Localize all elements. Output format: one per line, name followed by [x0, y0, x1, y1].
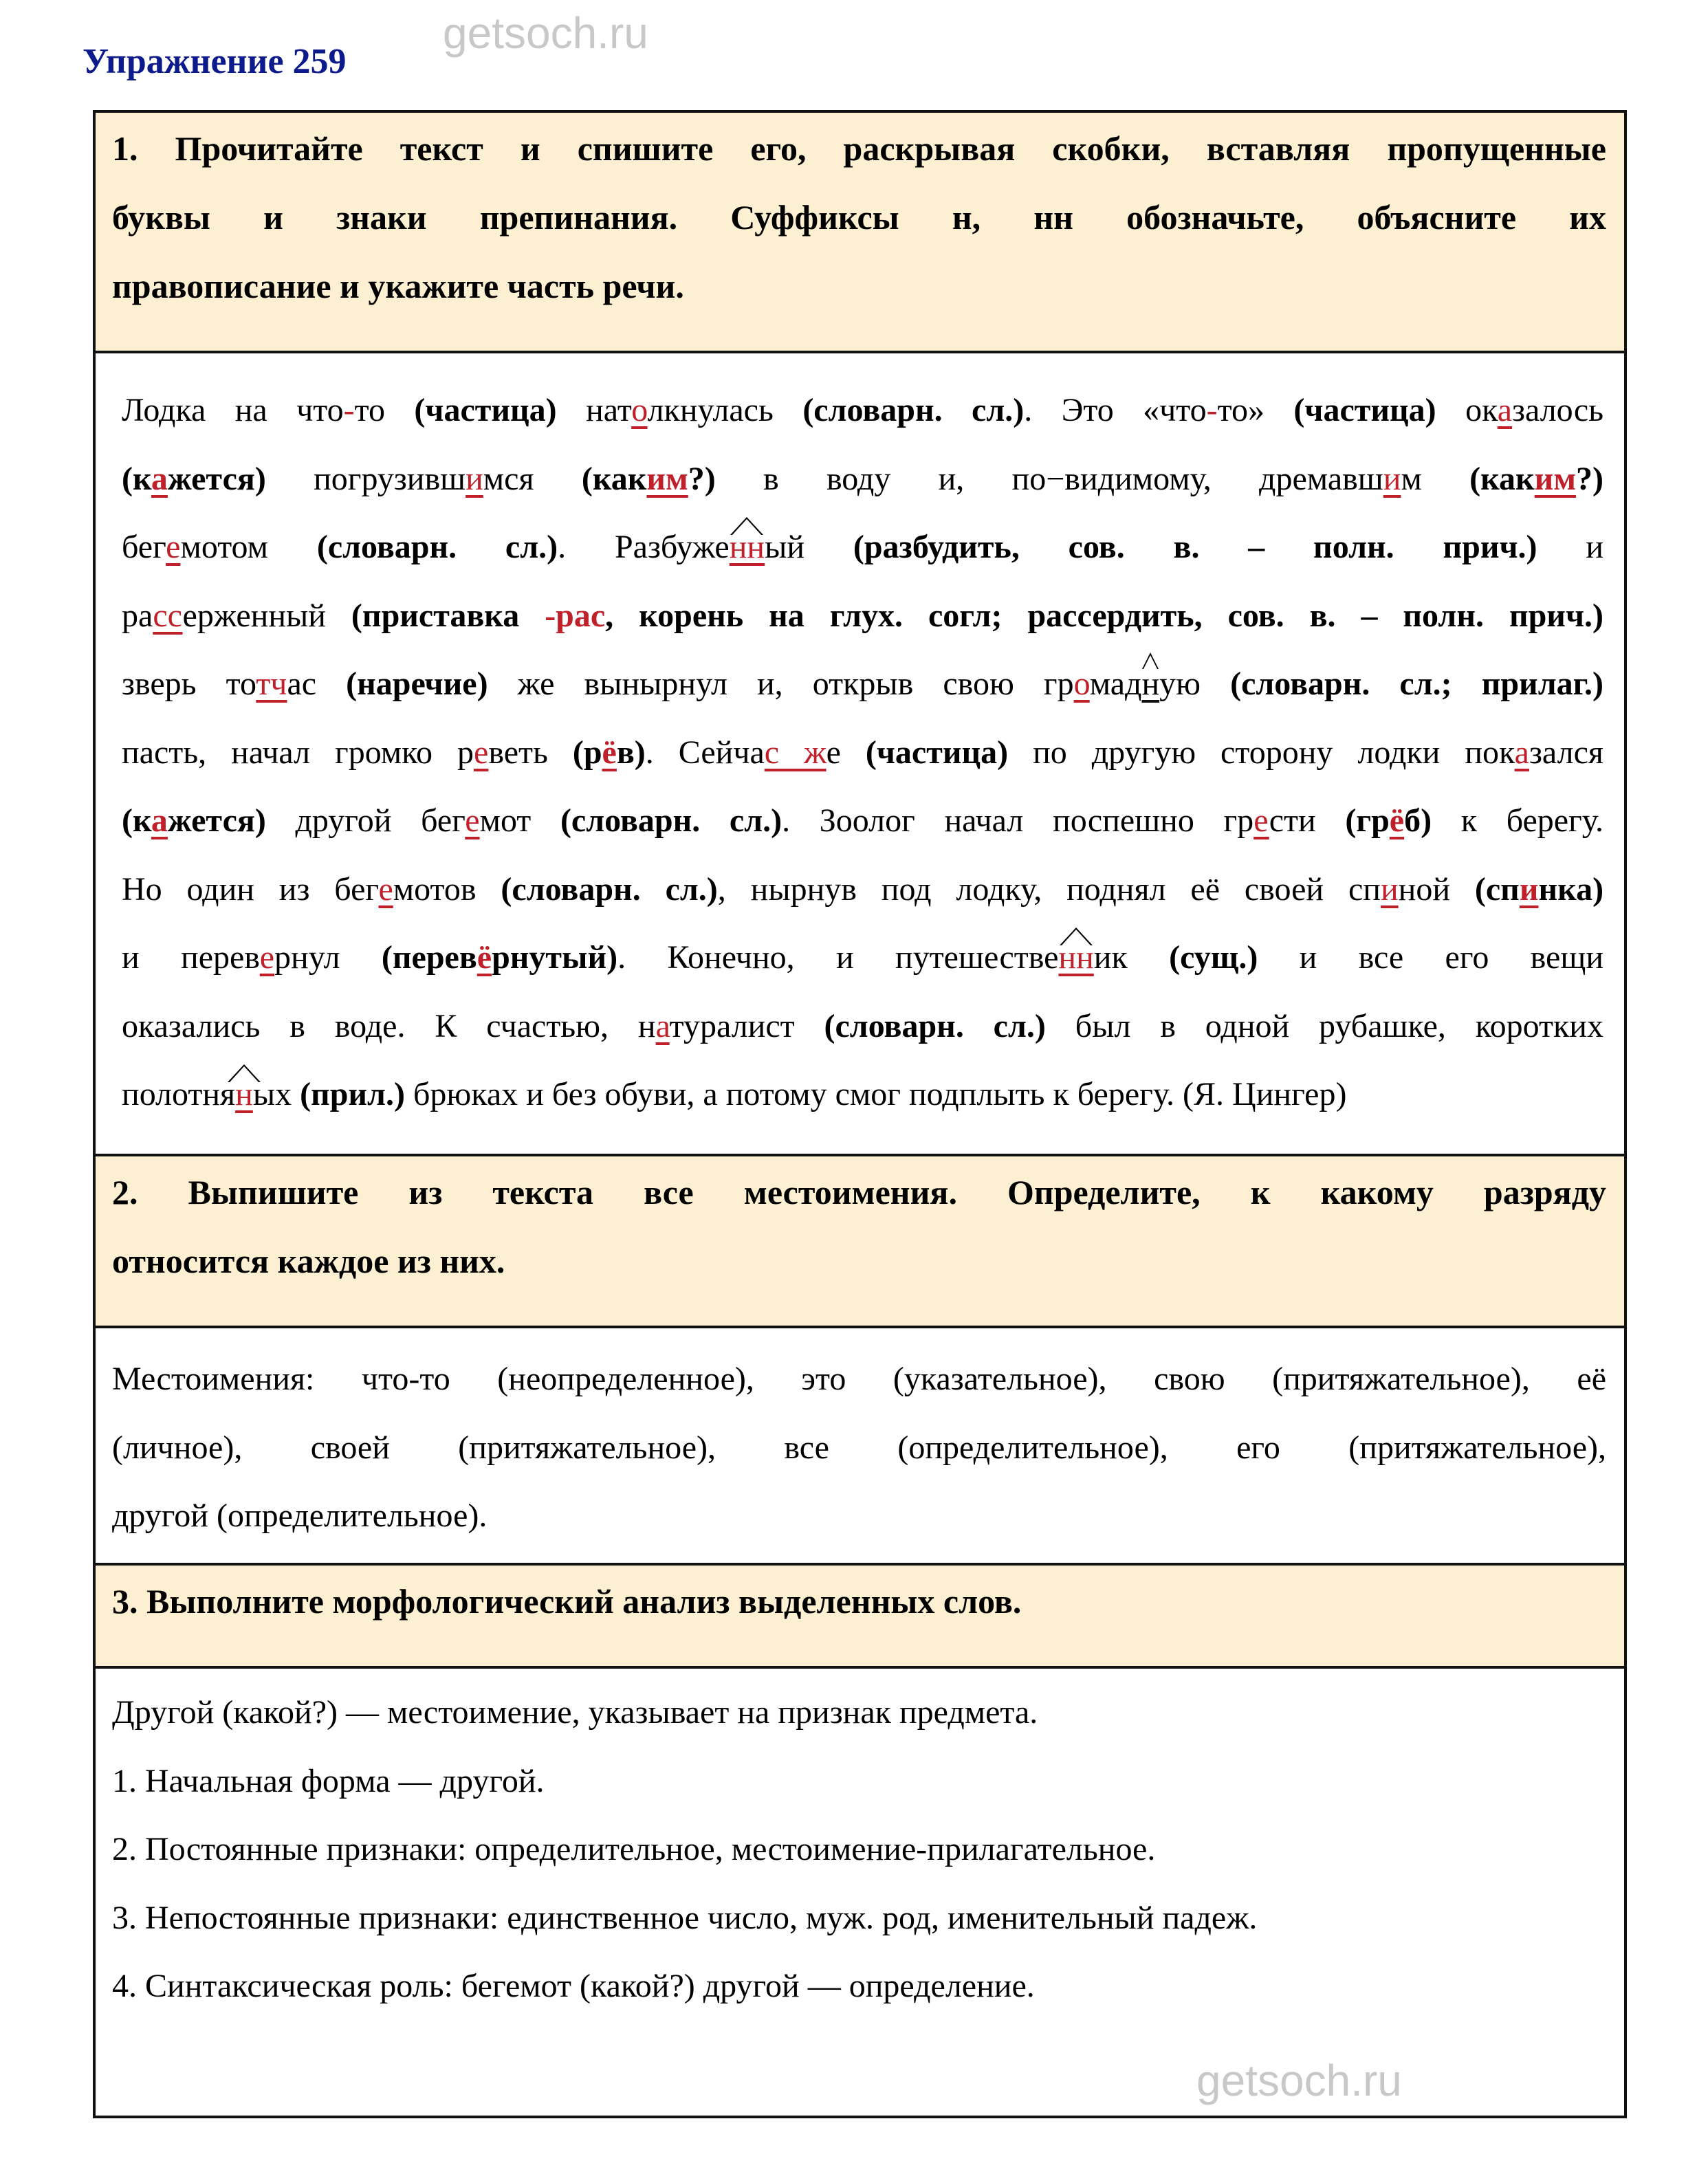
task2-header-line: 2. Выпишите из текста все местоимения. Определите, к какому разряду	[112, 1173, 1606, 1211]
watermark: getsoch.ru	[443, 8, 648, 58]
highlighted-letter: е	[474, 734, 489, 771]
task1-header-line: буквы и знаки препинания. Суффиксы н, нн обозначьте, объясните их	[112, 198, 1606, 237]
task1-header	[96, 113, 1624, 353]
text-line: Лодка на что-то (частица) натолкнулась (словарн. сл.). Это «что-то» (частица) оказалось	[122, 392, 1603, 428]
answer-line: 1. Начальная форма — другой.	[112, 1762, 545, 1799]
highlighted-letter: а	[1514, 734, 1529, 771]
text-line: бегемотом (словарн. сл.). Разбуженный (разбудить, сов. в. – полн. прич.) и	[122, 513, 1603, 582]
suffix-n-highlight: н	[1141, 650, 1159, 718]
answer-line: 4. Синтаксическая роль: бегемот (какой?) другой — определение.	[112, 1968, 1035, 2004]
answer-line: (личное), своей (притяжательное), все (определительное), его (притяжательное),	[112, 1429, 1606, 1466]
answer-line: другой (определительное).	[112, 1497, 488, 1534]
text-line: зверь тотчас (наречие) же вынырнул и, открыв свою громадную (словарн. сл.; прилаг.)	[122, 650, 1603, 718]
suffix-nn-highlight: нн	[730, 513, 765, 582]
text-line: рассерженный (приставка -рас, корень на глух. согл; рассердить, сов. в. – полн. прич.)	[122, 597, 1603, 634]
task3-header-line: 3. Выполните морфологический анализ выделенных слов.	[112, 1582, 1022, 1621]
task3-answer	[96, 1669, 1624, 2116]
watermark: getsoch.ru	[1196, 2056, 1402, 2105]
highlighted-letter: им	[1534, 460, 1577, 497]
task2-header-line: относится каждое из них.	[112, 1242, 505, 1280]
highlighted-letter: сс	[153, 597, 183, 634]
text-line: Но один из бегемотов (словарн. сл.), нырнув под лодку, поднял её своей спиной (спинка)	[122, 870, 1603, 908]
task3-header	[96, 1566, 1624, 1669]
highlighted-letter: ё	[477, 939, 492, 976]
exercise-title: Упражнение 259	[83, 42, 347, 81]
suffix-nn-highlight: нн	[1058, 923, 1093, 992]
highlighted-letter: е	[166, 529, 181, 565]
highlighted-letter: ё	[602, 734, 617, 771]
task1-answer-text	[96, 353, 1624, 1156]
highlighted-letter: с ж	[764, 734, 826, 771]
answer-line: Местоимения: что-то (неопределенное), это (указательное), свою (притяжательное), её	[112, 1361, 1606, 1397]
answer-line: 2. Постоянные признаки: определительное, местоимение-прилагательное.	[112, 1831, 1156, 1867]
highlighted-letter: ё	[1389, 802, 1405, 839]
text-line: оказались в воде. К счастью, натуралист (словарн. сл.) был в одной рубашке, коротких	[122, 1007, 1603, 1044]
highlighted-letter: о	[1073, 666, 1090, 702]
task1-header-line: правописание и укажите часть речи.	[112, 267, 684, 305]
suffix-n-highlight: н	[235, 1060, 253, 1129]
highlighted-letter: и	[466, 460, 483, 497]
highlighted-letter: е	[465, 802, 480, 839]
exercise-table	[93, 110, 1627, 2118]
answer-line: Другой (какой?) — местоимение, указывает на признак предмета.	[112, 1694, 1038, 1731]
highlighted-letter: е	[378, 870, 393, 908]
text-line: и перевернул (перевёрнутый). Конечно, и путешественник (сущ.) и все его вещи	[122, 923, 1603, 992]
task2-answer	[96, 1328, 1624, 1566]
answer-line: 3. Непостоянные признаки: единственное число, муж. род, именительный падеж.	[112, 1899, 1258, 1936]
task2-header	[96, 1156, 1624, 1328]
highlighted-letter: е	[259, 939, 275, 976]
highlighted-letter: и	[1519, 870, 1539, 908]
text-line: полотняных (прил.) брюках и без обуви, а потому смог подплыть к берегу. (Я. Цингер)	[122, 1060, 1603, 1129]
highlighted-letter: им	[646, 460, 688, 497]
highlighted-letter: и	[1383, 460, 1401, 497]
highlighted-letter: тч	[256, 666, 287, 702]
text-line: (кажется) погрузившимся (каким?) в воду и, по−видимому, дремавшим (каким?)	[122, 460, 1603, 497]
text-line: пасть, начал громко реветь (рёв). Сейчас же (частица) по другую сторону лодки показался	[122, 734, 1603, 771]
text-line: (кажется) другой бегемот (словарн. сл.). Зоолог начал поспешно грести (грёб) к берегу.	[122, 802, 1603, 839]
highlighted-letter: а	[151, 460, 168, 497]
highlighted-letter: а	[1497, 392, 1512, 428]
highlighted-letter: о	[631, 392, 648, 428]
highlighted-letter: а	[655, 1007, 670, 1044]
highlighted-letter: а	[151, 802, 168, 839]
highlighted-letter: и	[1380, 870, 1399, 908]
highlighted-letter: е	[1253, 802, 1269, 839]
task1-header-line: 1. Прочитайте текст и спишите его, раскрывая скобки, вставляя пропущенные	[112, 129, 1606, 168]
